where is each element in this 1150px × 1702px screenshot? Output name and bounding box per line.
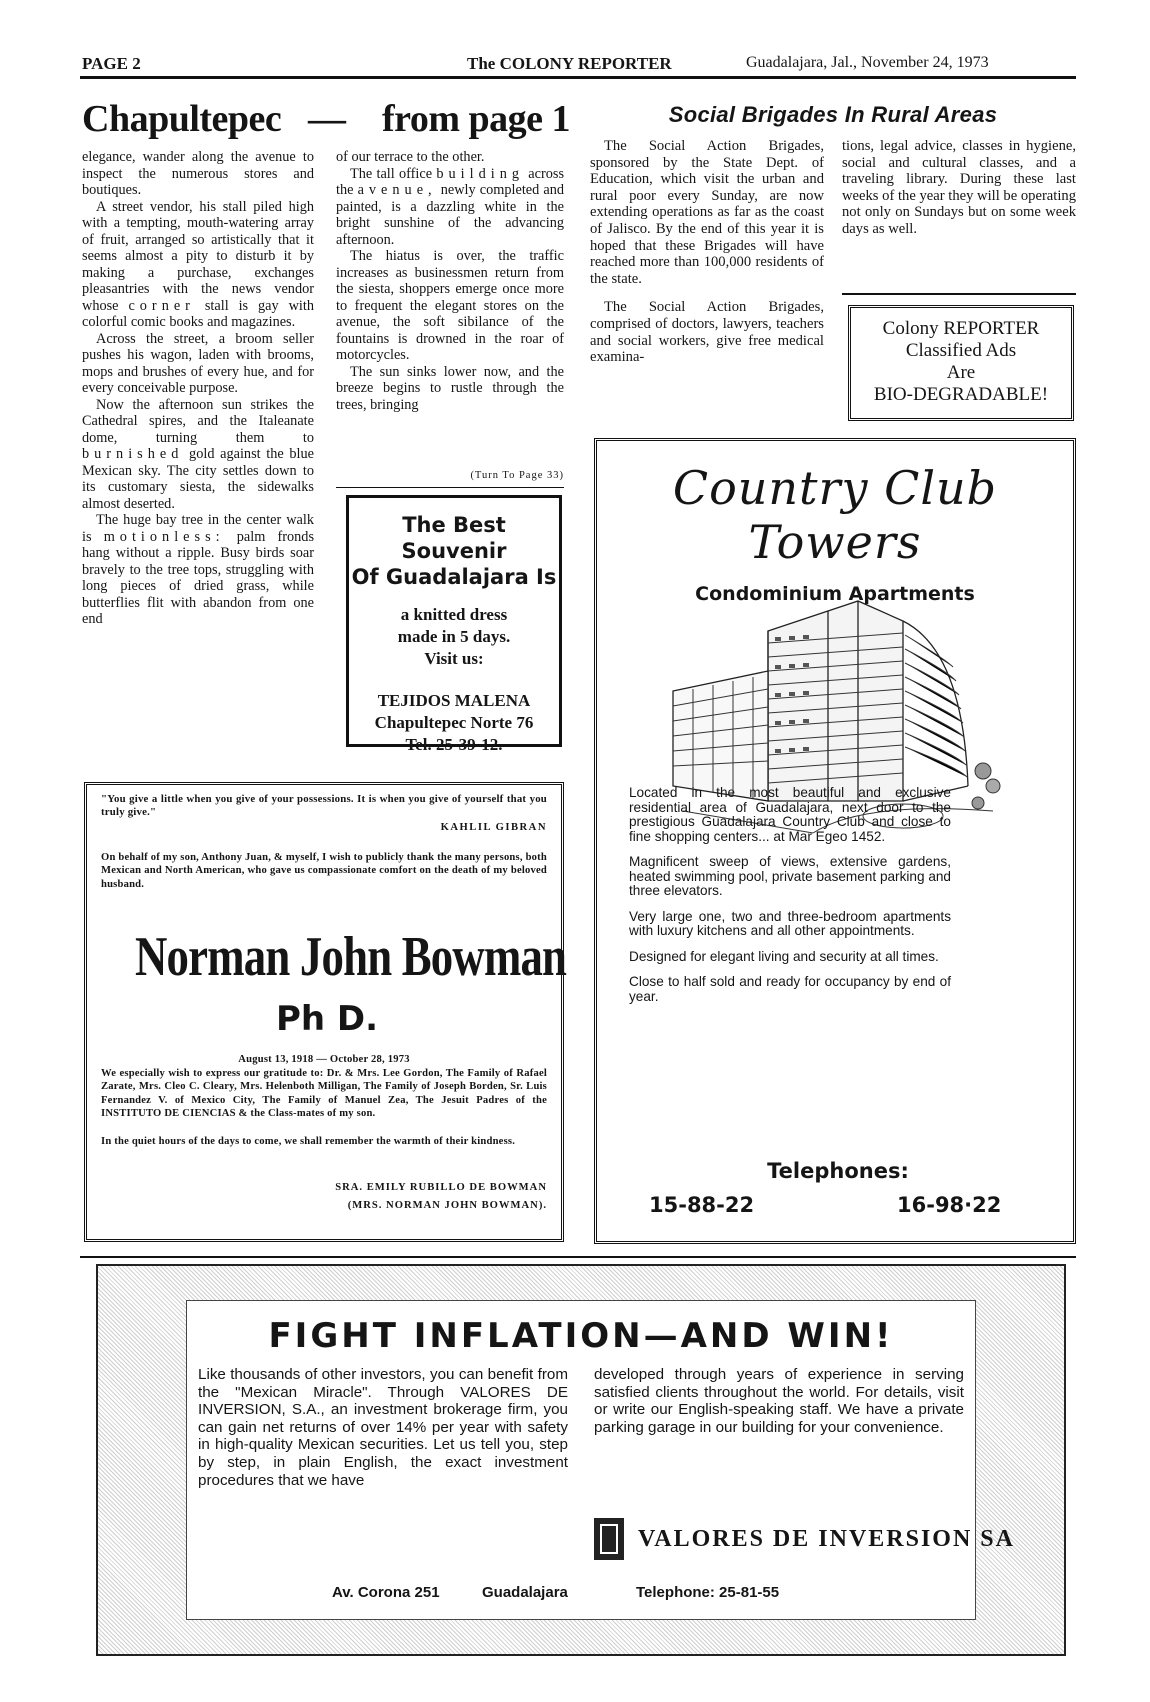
company-address: Av. Corona 251	[332, 1584, 440, 1601]
telephones-label: Telephones:	[767, 1159, 909, 1183]
chapultepec-column-1	[82, 149, 314, 628]
paragraph: Close to half sold and ready for occupancy by end of year.	[629, 974, 951, 1004]
headline-dash: —	[308, 98, 346, 140]
obituary-notice	[84, 782, 567, 1242]
company-emblem-icon	[594, 1518, 624, 1560]
classified-line-1: Colony REPORTER	[882, 318, 1040, 339]
social-brigades-column-2	[842, 138, 1076, 238]
chapultepec-headline	[82, 100, 580, 138]
classified-line-4: BIO-DEGRADABLE!	[873, 384, 1049, 405]
column-rule	[336, 487, 564, 488]
paragraph: Very large one, two and three-bedroom apartments with luxury kitchens and all other appointments.	[629, 908, 951, 938]
paragraph: The Social Action Brigades, sponsored by the State Dept. of Education, which visit the urban and rural poor every Sunday, are now extending operations as far as the coast of Jalisco. By the end of this year it is hoped that these Brigades will have reached more than 100,000 residents of the state.	[590, 138, 824, 287]
ad-column-2: developed through years of experience in serving satisfied clients throughout the world. For details, visit or write our English-speaking staff. We have a private parking garage in our building for your convenience.	[594, 1366, 964, 1436]
masthead-rule	[80, 76, 1076, 79]
paragraph: The tall office building across the avenue, newly completed and painted, is a dazzling white in the bright sunshine of the advancing afternoon.	[336, 165, 565, 248]
paragraph: elegance, wander along the avenue to inspect the numerous stores and boutiques.	[82, 149, 314, 198]
social-brigades-column-1	[590, 138, 824, 366]
paragraph: tions, legal advice, classes in hygiene, social and cultural classes, and a traveling library. During these last weeks of the year they will be operating not only on Sundays but on some week days as well.	[842, 138, 1076, 237]
souvenir-line-1: a knitted dress	[400, 605, 508, 624]
page-number: PAGE 2	[82, 54, 141, 73]
souvenir-title-1: The Best Souvenir	[401, 513, 507, 563]
company-logo: VALORES DE INVERSION SA	[638, 1526, 1015, 1552]
paragraph: Located in the most beautiful and exclusive residential area of Guadalajara, next door to the prestigious Guadalajara Country Club and close to fine shopping centers... at Mar Egeo 1452.	[629, 785, 951, 844]
paragraph: The sun sinks lower now, and the breeze begins to rustle through the trees, bringing	[336, 363, 564, 413]
souvenir-ad	[346, 495, 562, 754]
paragraph: of our terrace to the other.	[336, 149, 485, 165]
paragraph: Across the street, a broom seller pushes his wagon, laden with brooms, mops and brushes of every hue, and for every conceivable purpose.	[82, 330, 314, 396]
paragraph: The huge bay tree in the center walk is motionless: palm fronds hang without a ripple. Busy birds soar bravely to the tree tops, struggling with long pieces of dried grass, while butterflies flit with abandon from one end	[82, 512, 315, 627]
souvenir-line-3: Visit us:	[424, 649, 484, 668]
life-dates: August 13, 1918 — October 28, 1973	[238, 1054, 410, 1065]
souvenir-title-2: Of Guadalajara Is	[351, 565, 557, 589]
paragraph: Magnificent sweep of views, extensive gardens, heated swimming pool, private basement parking and three elevators.	[629, 854, 951, 898]
company-city: Guadalajara	[482, 1584, 568, 1601]
classified-ads-box	[848, 305, 1074, 421]
signature-1: SRA. EMILY RUBILLO DE BOWMAN	[335, 1182, 547, 1193]
headline-left: Chapultepec	[82, 98, 282, 140]
classified-line-3: Are	[946, 362, 976, 383]
deceased-degree: Ph D.	[275, 999, 379, 1039]
country-club-towers-ad	[594, 438, 1076, 1244]
section-rule	[80, 1256, 1076, 1258]
paragraph: Now the afternoon sun strikes the Cathedral spires, and the Italeanate dome, turning them to burnished gold against the blue Mexican sky. The city settles down to its customary siesta, the sidewalks almost deserted.	[82, 396, 314, 512]
chapultepec-column-2	[336, 149, 564, 413]
quote-author: KAHLIL GIBRAN	[440, 822, 547, 833]
dateline: Guadalajara, Jal., November 24, 1973	[746, 54, 989, 71]
souvenir-line-2: made in 5 days.	[397, 627, 511, 646]
ad-title: Country Club Towers	[672, 461, 998, 569]
newspaper-name: The COLONY REPORTER	[467, 54, 672, 73]
paragraph: The hiatus is over, the traffic increases as businessmen return from the siesta, shoppers emerge once more to frequent the elegant stores on the avenue, the soft sibilance of the fountains is drowned in the roar of motorcycles.	[336, 248, 564, 363]
turn-to-page: (Turn To Page 33)	[470, 470, 564, 481]
gibran-quote: "You give a little when you give of your possessions. It is when you give of yourself that you truly give."	[101, 793, 547, 819]
social-brigades-headline: Social Brigades In Rural Areas	[668, 102, 998, 127]
fight-inflation-ad	[96, 1264, 1066, 1656]
obituary-intro: On behalf of my son, Anthony Juan, & myself, I wish to publicly thank the many persons, both Mexican and North American, who gave us compassionate comfort on the death of my beloved husband.	[101, 852, 547, 890]
deceased-name: Norman John Bowman	[135, 926, 567, 988]
paragraph: The Social Action Brigades, comprised of doctors, lawyers, teachers and social workers, give free medical examina-	[590, 299, 824, 366]
headline-right: from page 1	[382, 98, 570, 140]
phone-1: 15-88-22	[649, 1193, 755, 1217]
column-rule	[842, 293, 1076, 295]
ad-headline: FIGHT INFLATION—AND WIN!	[268, 1316, 894, 1356]
shop-phone: Tel. 25-39-12.	[405, 735, 503, 754]
closing-remark: In the quiet hours of the days to come, we shall remember the warmth of their kindness.	[101, 1136, 516, 1147]
thanks-list: We especially wish to express our gratitude to: Dr. & Mrs. Lee Gordon, The Family of Rafael Zarate, Mrs. Cleo C. Cleary, Mrs. Helenboth Milligan, The Family of Joseph Borden, Sr. Luis Fernandez V. of Mexico City, The Family of Manuel Zea, The Jesuit Padres of the INSTITUTO DE CIENCIAS & the Class-mates of my son.	[101, 1068, 547, 1120]
classified-line-2: Classified Ads	[905, 340, 1017, 361]
company-telephone: Telephone: 25-81-55	[636, 1584, 780, 1601]
ad-description	[629, 786, 951, 1015]
paragraph: Designed for elegant living and security at all times.	[629, 948, 939, 964]
ad-subtitle: Condominium Apartments	[695, 583, 975, 605]
shop-address: Chapultepec Norte 76	[374, 713, 534, 732]
ad-column-1: Like thousands of other investors, you can benefit from the "Mexican Miracle". Through VALORES DE INVERSION, S.A., an investment brokerage firm, you can gain net returns of over 14% per year with safety in high-quality Mexican securities. Let us tell you, step by step, in plain English, the exact investment procedures that we have	[198, 1366, 568, 1489]
shop-name: TEJIDOS MALENA	[377, 691, 531, 710]
signature-2: (MRS. NORMAN JOHN BOWMAN).	[347, 1200, 547, 1211]
paragraph: A street vendor, his stall piled high with a tempting, mouth-watering array of fruit, arranged so artistically that it seems almost a pity to disturb it by making a purchase, exchanges pleasantries with the news vendor whose corner stall is gay with colorful comic books and magazines.	[82, 198, 314, 330]
phone-2: 16-98·22	[897, 1193, 1002, 1217]
